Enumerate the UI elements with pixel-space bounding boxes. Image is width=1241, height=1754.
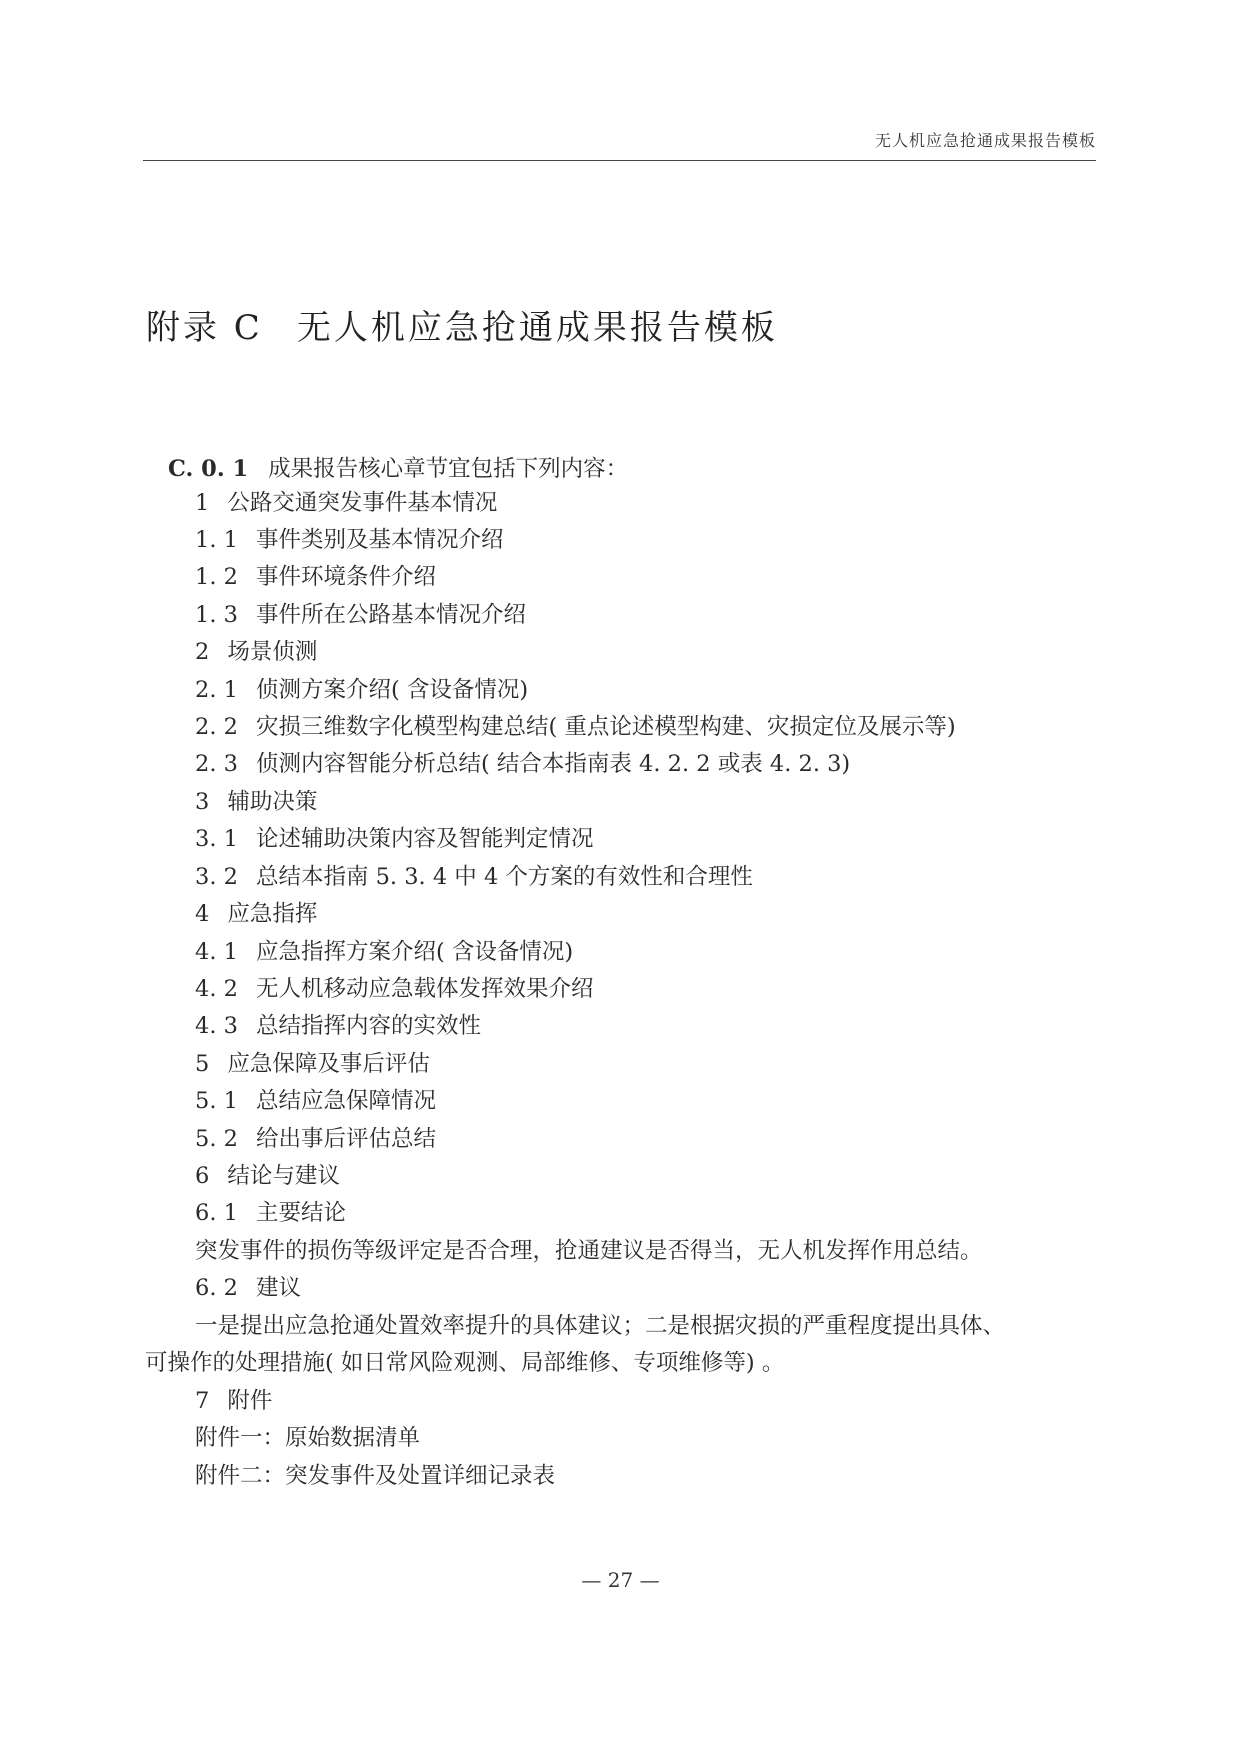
list-item (195, 937, 573, 967)
suggestion-paragraph-line: 可操作的处理措施( 如日常风险观测、局部维修、专项维修等) 。 (145, 1350, 785, 1376)
item-text: 侦测内容智能分析总结( 结合本指南表 4. 2. 2 或表 4. 2. 3) (255, 751, 851, 777)
list-item (195, 525, 503, 555)
item-text: 主要结论 (255, 1200, 346, 1226)
clause-text: 成果报告核心章节宜包括下列内容： (268, 456, 629, 482)
list-item (195, 1198, 346, 1228)
item-number: 4. 3 (195, 1013, 238, 1039)
list-item (195, 637, 317, 667)
list-item (195, 488, 497, 518)
clause-line (168, 454, 628, 484)
item-number: 4. 1 (195, 939, 238, 965)
item-number: 4 (195, 901, 210, 927)
item-number: 2 (195, 639, 210, 665)
list-item (195, 824, 593, 854)
item-number: 2. 2 (195, 714, 238, 740)
item-number: 1. 1 (195, 527, 238, 553)
list-item (195, 562, 436, 592)
item-number: 2. 3 (195, 751, 238, 777)
item-text: 给出事后评估总结 (255, 1126, 436, 1152)
attachment-item: 附件二：突发事件及处置详细记录表 (195, 1463, 556, 1489)
item-number: 6. 2 (195, 1275, 238, 1301)
list-item (195, 1124, 436, 1154)
header-rule (143, 160, 1096, 161)
item-number: 5. 1 (195, 1088, 238, 1114)
item-text: 结论与建议 (227, 1163, 340, 1189)
item-text: 总结本指南 5. 3. 4 中 4 个方案的有效性和合理性 (255, 864, 753, 890)
item-number: 1. 2 (195, 564, 238, 590)
running-header: 无人机应急抢通成果报告模板 (874, 131, 1096, 150)
list-item (195, 1161, 340, 1191)
list-item (195, 787, 317, 817)
attachment-item: 附件一：原始数据清单 (195, 1425, 421, 1451)
item-text: 附件 (227, 1388, 273, 1414)
item-text: 事件环境条件介绍 (255, 564, 436, 590)
item-number: 3. 2 (195, 864, 238, 890)
page-number: — 27 — (581, 1568, 660, 1592)
list-item (195, 1273, 301, 1303)
list-item (195, 675, 528, 705)
item-number: 3 (195, 789, 210, 815)
list-item (195, 1011, 481, 1041)
item-number: 2. 1 (195, 677, 238, 703)
item-text: 辅助决策 (227, 789, 318, 815)
item-text: 应急保障及事后评估 (227, 1051, 430, 1077)
item-text: 事件类别及基本情况介绍 (255, 527, 504, 553)
suggestion-paragraph-line: 一是提出应急抢通处置效率提升的具体建议；二是根据灾损的严重程度提出具体、 (195, 1313, 1006, 1339)
conclusion-paragraph: 突发事件的损伤等级评定是否合理，抢通建议是否得当，无人机发挥作用总结。 (195, 1238, 983, 1264)
list-item (195, 712, 956, 742)
item-text: 侦测方案介绍( 含设备情况) (255, 677, 529, 703)
appendix-label: 附录 C (146, 308, 263, 348)
item-number: 5 (195, 1051, 210, 1077)
item-text: 应急指挥方案介绍( 含设备情况) (255, 939, 574, 965)
item-number: 3. 1 (195, 826, 238, 852)
list-item (195, 862, 753, 892)
item-number: 6 (195, 1163, 210, 1189)
list-item (195, 600, 526, 630)
list-item (195, 899, 317, 929)
list-item (195, 749, 850, 779)
list-item (195, 1049, 430, 1079)
item-number: 1. 3 (195, 602, 238, 628)
item-text: 建议 (255, 1275, 301, 1301)
list-item (195, 1386, 272, 1416)
item-number: 1 (195, 490, 210, 516)
item-text: 公路交通突发事件基本情况 (227, 490, 498, 516)
item-number: 4. 2 (195, 976, 238, 1002)
item-text: 论述辅助决策内容及智能判定情况 (255, 826, 594, 852)
appendix-title-text: 无人机应急抢通成果报告模板 (296, 308, 778, 348)
list-item (195, 1086, 436, 1116)
item-number: 6. 1 (195, 1200, 238, 1226)
clause-number: C. 0. 1 (168, 456, 249, 482)
item-number: 5. 2 (195, 1126, 238, 1152)
item-text: 总结应急保障情况 (255, 1088, 436, 1114)
list-item (195, 974, 593, 1004)
item-text: 应急指挥 (227, 901, 318, 927)
appendix-title (146, 300, 778, 349)
item-text: 总结指挥内容的实效性 (255, 1013, 481, 1039)
item-text: 事件所在公路基本情况介绍 (255, 602, 526, 628)
item-number: 7 (195, 1388, 210, 1414)
item-text: 灾损三维数字化模型构建总结( 重点论述模型构建、灾损定位及展示等) (255, 714, 956, 740)
item-text: 无人机移动应急载体发挥效果介绍 (255, 976, 594, 1002)
item-text: 场景侦测 (227, 639, 318, 665)
